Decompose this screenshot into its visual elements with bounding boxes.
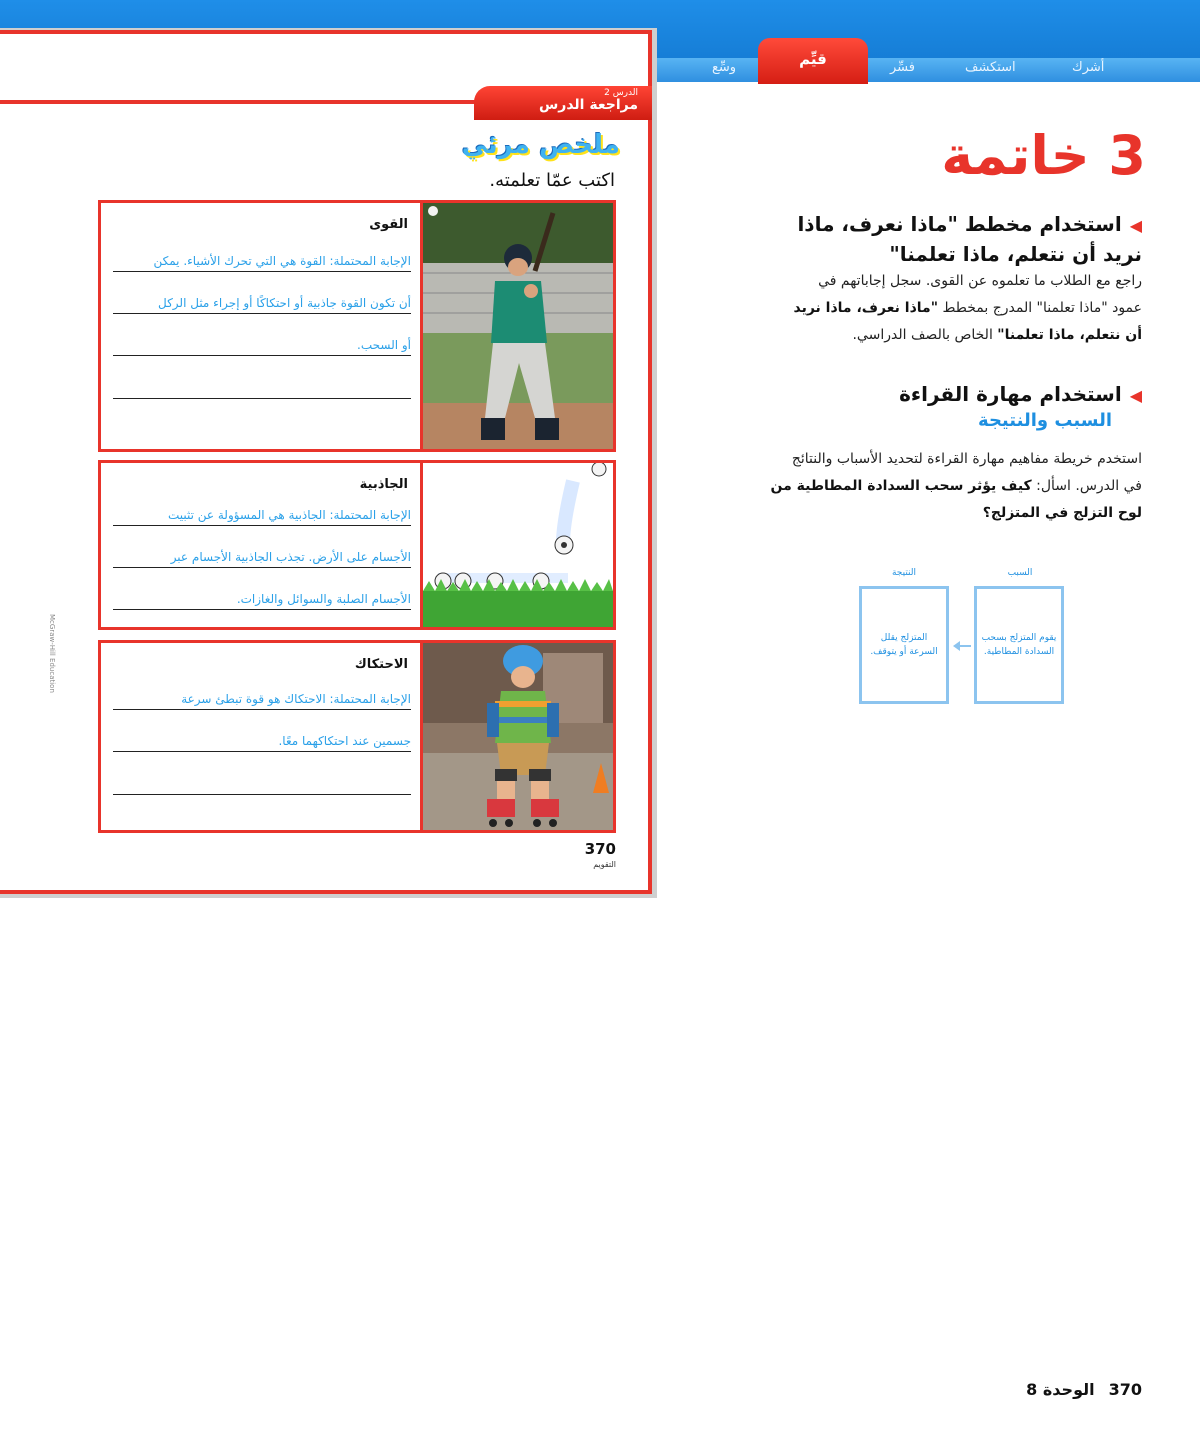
lesson-number: الدرس 2 (604, 88, 638, 98)
write-prompt: اكتب عمّا تعلمته. (489, 170, 615, 191)
reading-skill-paragraph (692, 446, 1142, 527)
reading-para-line1: استخدم خريطة مفاهيم مهارة القراءة لتحديد الأسباب والنتائج (791, 451, 1142, 467)
cause-text: يقوم المتزلج بسحب السدادة المطاطية. (981, 633, 1057, 657)
card-heading: القوى (369, 217, 408, 232)
tab-engage[interactable]: أشرك (1072, 60, 1105, 75)
reading-para-line2-bold: كيف يؤثر سحب السدادة المطاطية من (770, 478, 1032, 494)
cause-box (974, 586, 1064, 704)
effect-text: المتزلج يقلل السرعة أو يتوقف. (870, 633, 938, 657)
lesson-banner (474, 86, 652, 120)
footer-unit: الوحدة 8 (1026, 1380, 1095, 1399)
answer-line: الأجسام الصلبة والسوائل والغازات. (113, 591, 411, 610)
soccer-ball-photo (423, 463, 613, 627)
kwl-paragraph (702, 268, 1142, 349)
triangle-bullet-icon: ◀ (1129, 216, 1142, 235)
photo-credit (22, 614, 62, 840)
card-heading: الجاذبية (359, 477, 408, 492)
closing-number: 3 (1108, 124, 1146, 187)
effect-label: النتيجة (891, 568, 917, 578)
triangle-bullet-icon: ◀ (1129, 386, 1142, 405)
reading-skill-heading-text: استخدام مهارة القراءة (899, 382, 1122, 406)
student-page-side-rule (648, 120, 652, 890)
effect-box (859, 586, 949, 704)
reading-skill-subheading: السبب والنتيجة (978, 410, 1112, 431)
reading-skill-heading (899, 380, 1142, 410)
answer-line-blank (113, 775, 411, 795)
tab-explore[interactable]: استكشف (965, 60, 1016, 75)
kwl-para-line1: راجع مع الطلاب ما تعلموه عن القوى. سجل إجاباتهم في (818, 273, 1142, 289)
baseball-batter-photo (423, 203, 613, 449)
student-page-number: 370 (584, 840, 616, 858)
reading-para-line2: في الدرس. اسأل: (1031, 478, 1142, 494)
lesson-title: مراجعة الدرس (538, 97, 638, 113)
card-friction (98, 640, 616, 833)
tab-evaluate[interactable]: قيِّم (758, 38, 868, 84)
visual-summary-title: ملخص مرئي (461, 130, 620, 160)
card-friction-text (101, 643, 423, 830)
closing-title: خاتمة (941, 124, 1090, 187)
kwl-heading (797, 210, 1142, 268)
answer-line: الإجابة المحتملة: الجاذبية هي المسؤولة عن تثبيت (113, 507, 411, 526)
card-forces-text (101, 203, 423, 449)
footer-page-number: 370 (1108, 1380, 1142, 1399)
photo-credit-text: McGraw-Hill Education (48, 614, 56, 693)
answer-line: الإجابة المحتملة: القوة هي التي تحرك الأشياء. يمكن (113, 253, 411, 272)
arrow-left-icon (951, 638, 973, 654)
answer-line-blank (113, 379, 411, 399)
kwl-para-line3-bold: أن نتعلم، ماذا تعلمنا" (997, 327, 1142, 343)
reading-para-line3-bold: لوح التزلج في المتزلج؟ (982, 505, 1142, 521)
kwl-heading-line2: نريد أن نتعلم، ماذا تعلمنا" (889, 242, 1142, 266)
answer-line: جسمين عند احتكاكهما معًا. (113, 733, 411, 752)
card-forces (98, 200, 616, 452)
answer-line: أن تكون القوة جاذبية أو احتكاكًا أو إجراء مثل الركل (113, 295, 411, 314)
kwl-para-line3: الخاص بالصف الدراسي. (852, 327, 998, 343)
kwl-heading-line1: استخدام مخطط "ماذا نعرف، ماذا (797, 212, 1122, 236)
student-page-top-rule (0, 100, 480, 104)
rollerblading-child-photo (423, 643, 613, 830)
cause-label: السبب (1007, 568, 1033, 578)
card-gravity (98, 460, 616, 630)
answer-line: الإجابة المحتملة: الاحتكاك هو قوة تبطئ سرعة (113, 691, 411, 710)
kwl-para-line2: عمود "ماذا تعلمنا" المدرج بمخطط (938, 300, 1142, 316)
tab-explain[interactable]: فسِّر (890, 60, 915, 75)
kwl-para-line2-bold: "ماذا نعرف، ماذا نريد (793, 300, 938, 316)
card-heading: الاحتكاك (354, 657, 408, 672)
answer-line: الأجسام على الأرض. تجذب الجاذبية الأجسام عبر (113, 549, 411, 568)
answer-line: أو السحب. (113, 337, 411, 356)
tab-extend[interactable]: وسِّع (712, 60, 737, 75)
card-gravity-text (101, 463, 423, 627)
closing-heading (940, 124, 1146, 187)
page-footer (1000, 1380, 1142, 1399)
student-page-unit-label: التقويم (593, 860, 616, 869)
